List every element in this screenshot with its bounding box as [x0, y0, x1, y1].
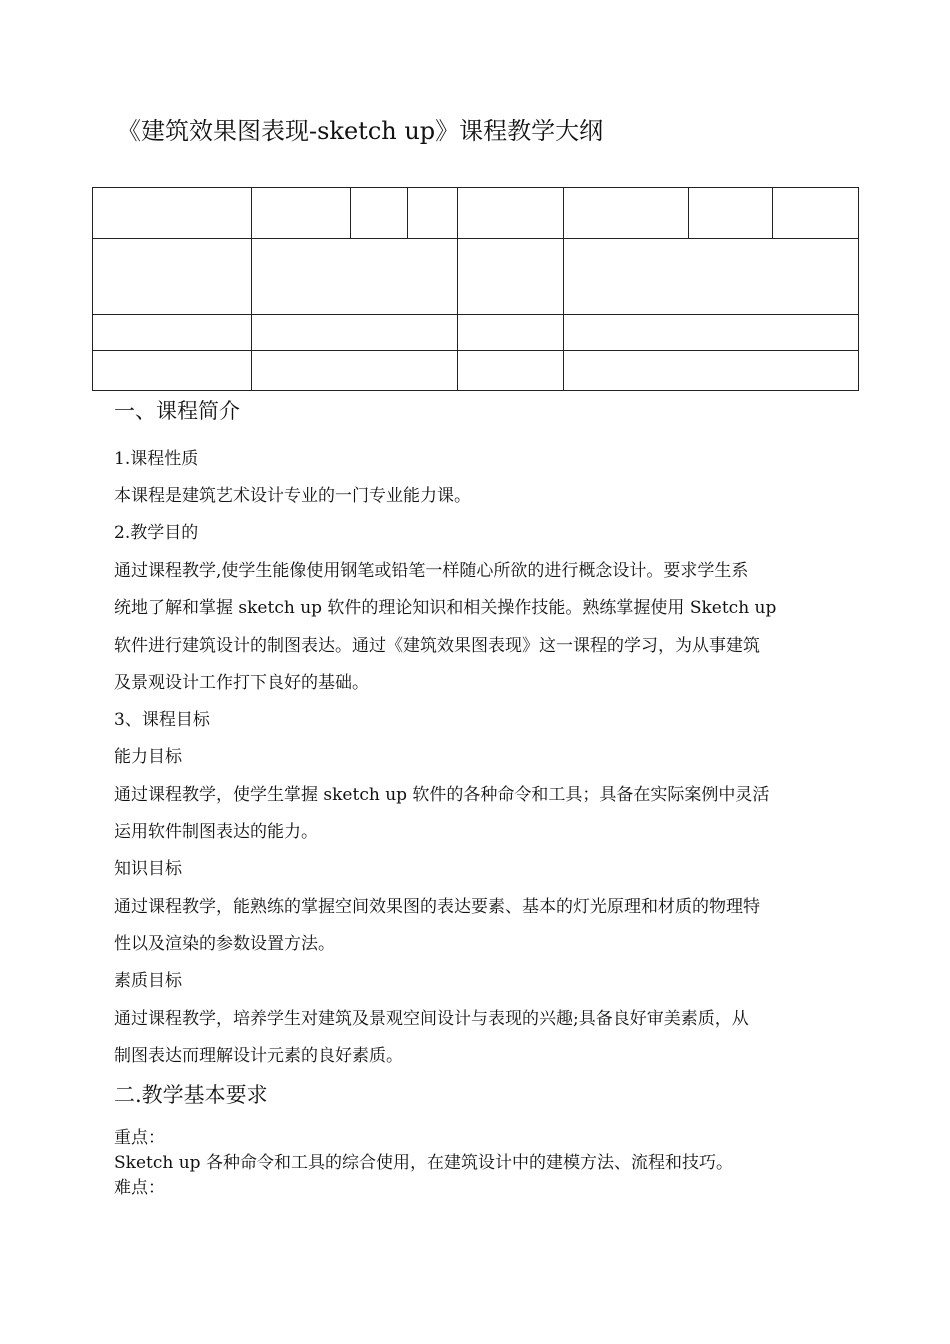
purpose-line: 通过课程教学,使学生能像使用钢笔或铅笔一样随心所欲的进行概念设计。要求学生系	[114, 561, 749, 581]
table-cell	[252, 239, 458, 315]
table-cell	[93, 239, 252, 315]
table-cell	[93, 351, 252, 391]
key-points-label: 重点：	[114, 1128, 165, 1148]
section-heading-intro: 一、课程简介	[114, 399, 240, 423]
knowledge-goal-label: 知识目标	[114, 859, 182, 879]
purpose-label: 2.教学目的	[114, 523, 199, 543]
table-cell	[252, 315, 458, 351]
table-cell	[252, 188, 351, 239]
table-row	[93, 239, 859, 315]
table-row	[93, 188, 859, 239]
section-heading-requirements: 二.教学基本要求	[114, 1083, 268, 1107]
table-cell	[773, 188, 859, 239]
table-cell	[458, 239, 564, 315]
page-title: 《建筑效果图表现-sketch up》课程教学大纲	[117, 117, 604, 145]
table-cell	[689, 188, 773, 239]
table-cell	[93, 315, 252, 351]
ability-goal-line: 通过课程教学，使学生掌握 sketch up 软件的各种命令和工具；具备在实际案例中灵活	[114, 785, 770, 805]
table-cell	[93, 188, 252, 239]
purpose-line: 统地了解和掌握 sketch up 软件的理论知识和相关操作技能。熟练掌握使用 Sketch up	[114, 598, 777, 618]
table-cell	[458, 188, 564, 239]
table-cell	[564, 188, 689, 239]
purpose-line: 及景观设计工作打下良好的基础。	[114, 673, 369, 693]
table-row	[93, 315, 859, 351]
table-cell	[564, 315, 859, 351]
table-cell	[252, 351, 458, 391]
course-info-table	[92, 187, 859, 391]
quality-goal-line: 通过课程教学，培养学生对建筑及景观空间设计与表现的兴趣;具备良好审美素质，从	[114, 1009, 749, 1029]
knowledge-goal-line: 性以及渲染的参数设置方法。	[114, 934, 335, 954]
quality-goal-label: 素质目标	[114, 971, 182, 991]
key-points-text: Sketch up 各种命令和工具的综合使用，在建筑设计中的建模方法、流程和技巧。	[114, 1153, 733, 1173]
goals-label: 3、课程目标	[114, 710, 210, 730]
purpose-line: 软件进行建筑设计的制图表达。通过《建筑效果图表现》这一课程的学习，为从事建筑	[114, 636, 760, 656]
table-cell	[351, 188, 408, 239]
knowledge-goal-line: 通过课程教学，能熟练的掌握空间效果图的表达要素、基本的灯光原理和材质的物理特	[114, 897, 760, 917]
nature-text: 本课程是建筑艺术设计专业的一门专业能力课。	[114, 486, 471, 506]
nature-label: 1.课程性质	[114, 449, 199, 469]
table-cell	[564, 351, 859, 391]
quality-goal-line: 制图表达而理解设计元素的良好素质。	[114, 1046, 403, 1066]
table-row	[93, 351, 859, 391]
ability-goal-label: 能力目标	[114, 747, 182, 767]
table-cell	[564, 239, 859, 315]
table-cell	[408, 188, 458, 239]
ability-goal-line: 运用软件制图表达的能力。	[114, 822, 318, 842]
difficulty-label: 难点：	[114, 1178, 165, 1198]
table-cell	[458, 315, 564, 351]
table-cell	[458, 351, 564, 391]
